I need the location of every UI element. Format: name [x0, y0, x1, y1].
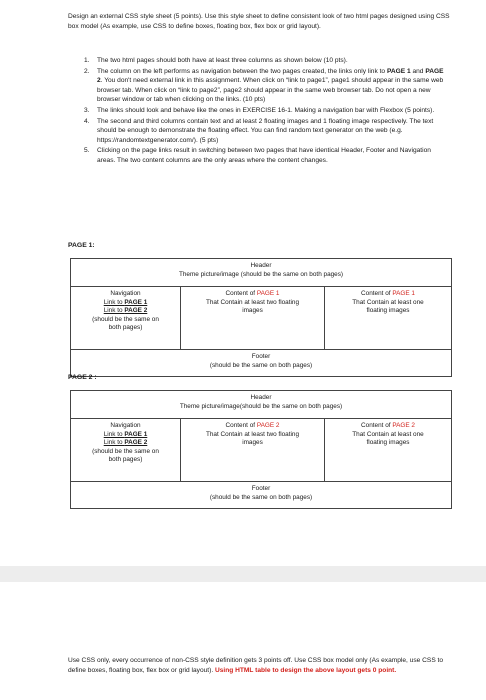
content-page: PAGE 1: [392, 290, 415, 297]
navigation-column: [71, 287, 181, 349]
header-subtitle: Theme picture/image (should be the same on both pages): [178, 270, 344, 278]
nav-note: (should be the same on: [92, 447, 159, 455]
page2-label: PAGE 2 :: [68, 374, 97, 381]
page2-ref: PAGE 2: [97, 67, 444, 85]
footer-title: Footer: [251, 485, 271, 492]
list-number: 5.: [84, 147, 90, 155]
content-desc: floating images: [366, 439, 410, 447]
content-desc: floating images: [366, 307, 410, 315]
header-title: Header: [250, 394, 272, 401]
footer-box: [71, 350, 451, 376]
link-target: PAGE 1: [124, 298, 148, 306]
footer-box: [71, 482, 451, 508]
list-item: [84, 67, 450, 105]
header-box: [71, 259, 451, 287]
list-number: 1.: [84, 57, 90, 64]
content-prefix: Content of: [361, 422, 393, 429]
list-number: 4.: [84, 117, 90, 125]
link-page2: [71, 307, 180, 316]
columns-row: [71, 419, 451, 482]
footer-title: Footer: [251, 353, 271, 360]
footer-subtitle: (should be the same on both pages): [209, 361, 313, 369]
link-page1: [71, 299, 180, 308]
requirements-list: [84, 56, 450, 167]
list-item: [84, 117, 450, 146]
columns-row: [71, 287, 451, 350]
header-box: [71, 391, 451, 419]
content-title: [325, 422, 451, 431]
grading-note: [68, 656, 452, 676]
content-desc: That Contain at least two floating: [205, 298, 300, 306]
nav-title: Navigation: [110, 290, 141, 297]
list-item: [84, 56, 450, 66]
header-subtitle: Theme picture/image(should be the same on both pages): [179, 402, 343, 410]
navigation-column: [71, 419, 181, 481]
content-prefix: Content of: [361, 290, 393, 297]
link-page1: [71, 431, 180, 440]
page1-label: PAGE 1:: [68, 242, 95, 249]
content-page: PAGE 1: [256, 290, 280, 297]
content-column-2: [181, 287, 325, 349]
list-number: 3.: [84, 106, 90, 114]
link-prefix: Link to: [103, 439, 125, 447]
list-item: [84, 106, 450, 116]
link-target: PAGE 2: [124, 439, 148, 447]
footer-subtitle: (should be the same on both pages): [209, 493, 313, 501]
list-item: [84, 146, 450, 165]
list-number: 2.: [84, 67, 90, 75]
content-page: PAGE 2: [256, 422, 280, 429]
nav-note: both pages): [108, 456, 143, 464]
document-page-2: [0, 582, 486, 700]
content-column-2: [181, 419, 325, 481]
content-page: PAGE 2: [392, 422, 415, 429]
content-desc: images: [242, 439, 263, 447]
nav-note: (should be the same on: [92, 315, 159, 323]
list-text: Clicking on the page links result in switching between two pages that have identical Header, Footer and Navigation areas. The two content columns are the only areas where the content changes.: [97, 147, 431, 164]
link-prefix: Link to: [103, 298, 125, 306]
list-text: The column on the left performs as navigation between the two pages created, the links only link to: [97, 67, 387, 75]
content-title: [325, 290, 451, 299]
content-column-3: [325, 419, 451, 481]
intro-paragraph: Design an external CSS style sheet (5 points). Use this style sheet to define consistent look of two html pages designed using CSS box model (As example, use CSS to define boxes, floating box, flex box or grid layout).: [68, 13, 450, 30]
page1-layout-diagram: [70, 258, 452, 377]
link-target: PAGE 1: [124, 430, 148, 438]
content-desc: That Contain at least one: [352, 298, 424, 306]
note-warning: Using HTML table to design the above layout gets 0 point.: [214, 666, 397, 674]
content-desc: That Contain at least one: [352, 430, 424, 438]
content-prefix: Content of: [225, 422, 257, 429]
list-text: The second and third columns contain text and at least 2 floating images and 1 floating image respectively. The text should be enough to demonstrate the floating effect. You can find random text generator on the web (e.g. https://randomtextgenerator.com/). (5 pts): [97, 117, 434, 144]
page2-layout-diagram: [70, 390, 452, 509]
page1-ref: PAGE 1: [386, 67, 411, 75]
content-desc: That Contain at least two floating: [205, 430, 300, 438]
content-title: [181, 422, 324, 431]
content-title: [181, 290, 324, 299]
list-text: The two html pages should both have at least three columns as shown below (10 pts).: [97, 57, 348, 64]
link-target: PAGE 2: [124, 307, 148, 315]
nav-title: Navigation: [110, 422, 141, 429]
link-page2: [71, 439, 180, 448]
nav-note: both pages): [108, 324, 143, 332]
link-prefix: Link to: [103, 307, 125, 315]
note-text: Use CSS only, every occurrence of non-CSS style definition gets 3 points off. Use CSS box model only (As example, use CSS to define boxes, floating box, flex box or grid layout).: [68, 657, 444, 674]
content-desc: images: [242, 307, 263, 315]
content-prefix: Content of: [225, 290, 257, 297]
header-title: Header: [250, 262, 272, 269]
list-text: and: [410, 67, 426, 75]
content-column-3: [325, 287, 451, 349]
list-text: The links should look and behave like the ones in EXERCISE 16-1. Making a navigation bar with Flexbox (5 points).: [97, 106, 435, 114]
list-text: . You don't need external link in this assignment. When click on “link to page1”, page1 should appear in the same web browser tab. When click on “link to page2”, page2 should appear in the same web browser tab. Do not open a new browser window or tab when clicking on the links. (10 pts): [97, 77, 444, 104]
link-prefix: Link to: [103, 430, 125, 438]
